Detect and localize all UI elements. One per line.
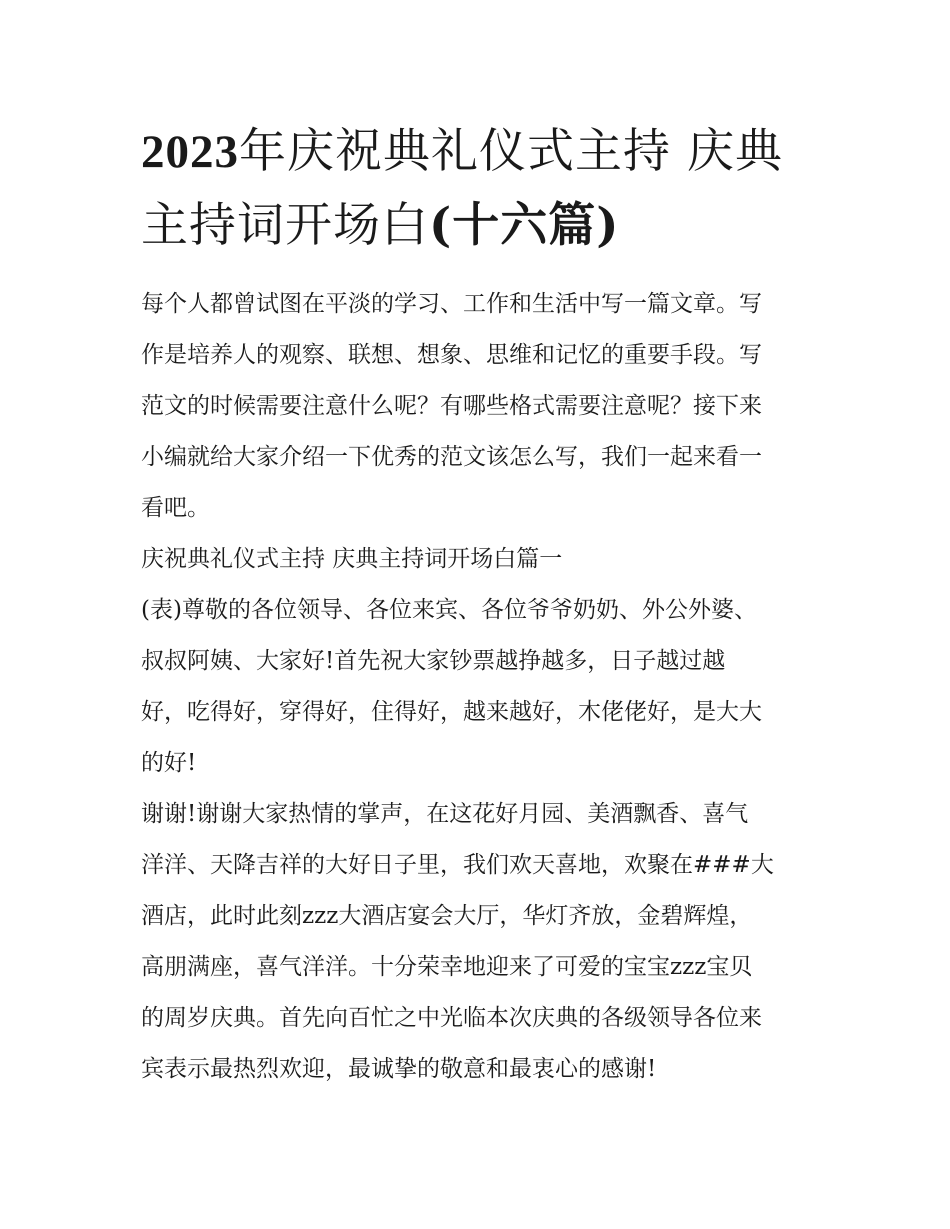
section-heading: 庆祝典礼仪式主持 庆典主持词开场白篇一 (141, 546, 563, 572)
body-line: 作是培养人的观察、联想、想象、思维和记忆的重要手段。写 (141, 342, 762, 368)
body-line: (表)尊敬的各位领导、各位来宾、各位爷爷奶奶、外公外婆、 (141, 597, 757, 623)
document-title (141, 115, 821, 263)
body-line: 小编就给大家介绍一下优秀的范文该怎么写，我们一起来看一 (141, 444, 762, 470)
body-line: 洋洋、天降吉祥的大好日子里，我们欢天喜地，欢聚在###大 (141, 852, 774, 878)
body-line: 的周岁庆典。首先向百忙之中光临本次庆典的各级领导各位来 (141, 1005, 762, 1031)
body-line: 叔叔阿姨、大家好!首先祝大家钞票越挣越多，日子越过越 (141, 648, 726, 674)
title-count: (十六篇) (429, 198, 620, 253)
title-main: 年庆祝典礼仪式主持 庆典主持词开场白 (141, 124, 783, 253)
title-year: 2023 (141, 126, 239, 178)
body-line: 看吧。 (141, 495, 210, 521)
body-line: 好，吃得好，穿得好，住得好，越来越好，木佬佬好，是大大 (141, 699, 762, 725)
body-line: 酒店，此时此刻zzz大酒店宴会大厅，华灯齐放，金碧辉煌， (141, 903, 753, 929)
body-line: 谢谢!谢谢大家热情的掌声，在这花好月园、美酒飘香、喜气 (141, 801, 749, 827)
body-line: 高朋满座，喜气洋洋。十分荣幸地迎来了可爱的宝宝zzz宝贝 (141, 954, 753, 980)
document-body (141, 279, 813, 1095)
body-line: 范文的时候需要注意什么呢？有哪些格式需要注意呢？接下来 (141, 393, 762, 419)
body-line: 每个人都曾试图在平淡的学习、工作和生活中写一篇文章。写 (141, 291, 762, 317)
body-line: 宾表示最热烈欢迎，最诚挚的敬意和最衷心的感谢! (141, 1056, 657, 1082)
body-line: 的好! (141, 750, 197, 776)
